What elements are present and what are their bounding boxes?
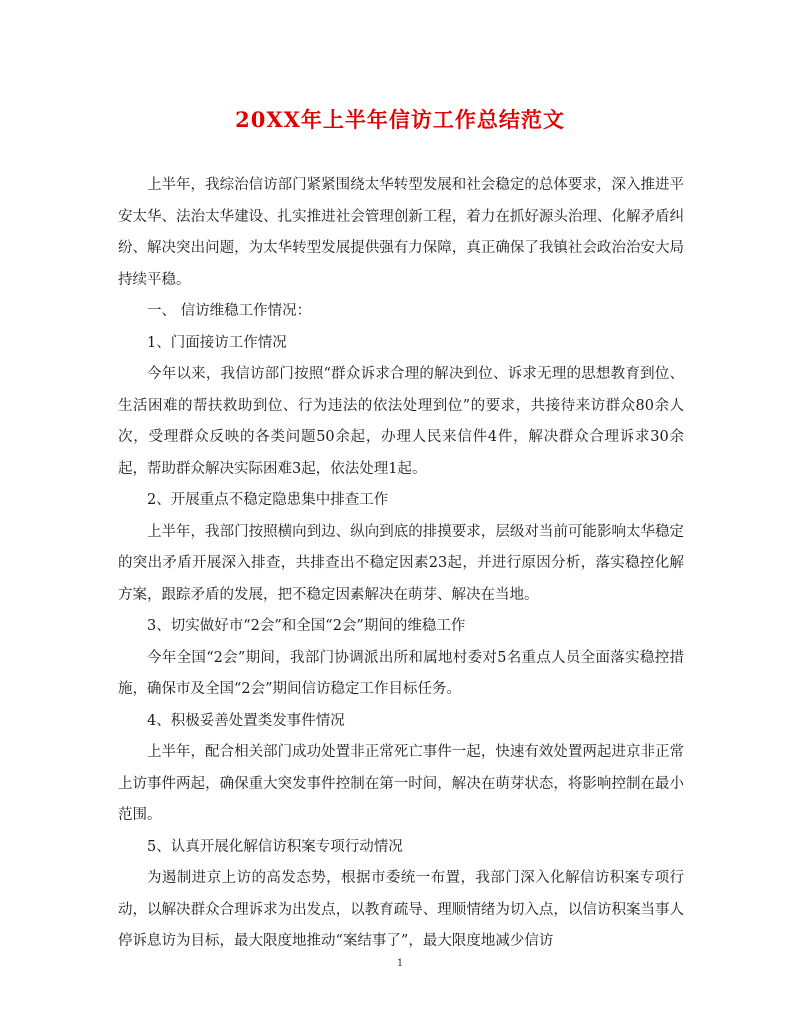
item-paragraph: 今年全国“2会”期间，我部门协调派出所和属地村委对5名重点人员全面落实稳控措施，确保市及全国“2会”期间信访稳定工作目标任务。 [118, 649, 684, 697]
intro-paragraph: 上半年，我综治信访部门紧紧围绕太华转型发展和社会稳定的总体要求，深入推进平安太华、法治太华建设、扎实推进社会管理创新工程，着力在抓好源头治理、化解矛盾纠纷、解决突出问题，为太华转型发展提供强有力保障，真正确保了我镇社会政治治安大局持续平稳。 [118, 177, 684, 288]
item-paragraph: 为遏制进京上访的高发态势，根据市委统一布置，我部门深入化解信访积案专项行动，以解决群众合理诉求为出发点，以教育疏导、理顺情绪为切入点，以信访积案当事人停诉息访为目标，最大限度地推动“案结事了”，最大限度地减少信访 [118, 870, 684, 949]
item-paragraph: 上半年，我部门按照横向到边、纵向到底的排摸要求，层级对当前可能影响太华稳定的突出矛盾开展深入排查，共排查出不稳定因素23起，并进行原因分析，落实稳控化解方案，跟踪矛盾的发展，把不稳定因素解决在萌芽、解决在当地。 [118, 523, 684, 603]
document-body [118, 170, 684, 958]
item-heading: 1、门面接访工作情况 [147, 334, 287, 351]
document-title: 20XX年上半年信访工作总结范文 [235, 107, 565, 132]
item-paragraph: 今年以来，我信访部门按照“群众诉求合理的解决到位、诉求无理的思想教育到位、生活困难的帮扶救助到位、行为违法的依法处理到位”的要求，共接待来访群众80余人次，受理群众反映的各类问题50余起，办理人民来信件4件，解决群众合理诉求30余起，帮助群众解决实际困难3起，依法处理1起。 [118, 366, 684, 477]
item-heading: 2、开展重点不稳定隐患集中排查工作 [147, 492, 389, 508]
section-heading: 一、 信访维稳工作情况： [147, 303, 312, 319]
page-number: 1 [396, 958, 404, 969]
item-heading: 4、积极妥善处置类发事件情况 [147, 712, 345, 729]
item-heading: 3、切实做好市“2会”和全国“2会”期间的维稳工作 [147, 618, 466, 634]
item-heading: 5、认真开展化解信访积案专项行动情况 [147, 838, 403, 855]
item-paragraph: 上半年，配合相关部门成功处置非正常死亡事件一起，快速有效处置两起进京非正常上访事件两起，确保重大突发事件控制在第一时间，解决在萌芽状态，将影响控制在最小范围。 [118, 744, 684, 823]
